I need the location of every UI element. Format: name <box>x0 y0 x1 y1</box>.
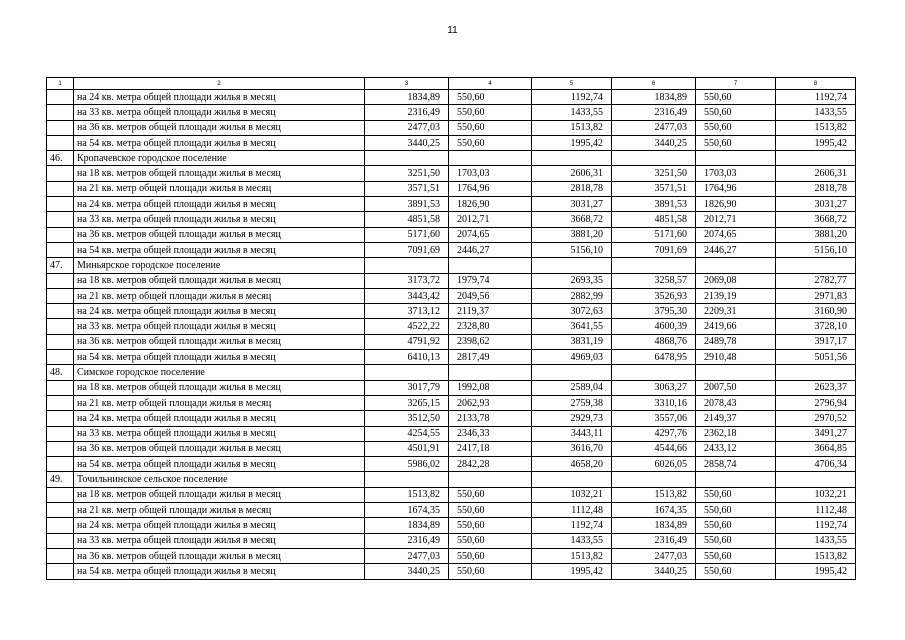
row-label: на 18 кв. метров общей площади жилья в месяц <box>74 487 365 502</box>
section-row <box>47 472 856 487</box>
row-label: на 54 кв. метра общей площади жилья в месяц <box>74 457 365 472</box>
value-cell: 2316,49 <box>365 105 449 120</box>
value-cell: 2074,65 <box>449 227 532 242</box>
row-number <box>47 242 74 257</box>
value-cell: 1826,90 <box>449 197 532 212</box>
value-cell: 1433,55 <box>532 533 612 548</box>
row-number <box>47 197 74 212</box>
value-cell: 3571,51 <box>365 181 449 196</box>
row-label: на 36 кв. метров общей площади жилья в месяц <box>74 227 365 242</box>
value-cell: 550,60 <box>449 564 532 579</box>
value-cell: 2012,71 <box>696 212 776 227</box>
value-cell: 5171,60 <box>365 227 449 242</box>
table-row <box>47 273 856 288</box>
value-cell: 1433,55 <box>532 105 612 120</box>
value-cell: 3265,15 <box>365 395 449 410</box>
row-number <box>47 334 74 349</box>
row-number: 48. <box>47 365 74 380</box>
value-cell: 2858,74 <box>696 457 776 472</box>
row-number <box>47 120 74 135</box>
value-cell: 3526,93 <box>612 288 696 303</box>
value-cell: 5051,56 <box>776 350 856 365</box>
value-cell: 3557,06 <box>612 411 696 426</box>
row-number: 49. <box>47 472 74 487</box>
value-cell: 6026,05 <box>612 457 696 472</box>
settlement-name: Симское городское поселение <box>74 365 365 380</box>
value-cell: 1764,96 <box>696 181 776 196</box>
value-cell: 1513,82 <box>365 487 449 502</box>
value-cell: 3668,72 <box>532 212 612 227</box>
value-cell: 3881,20 <box>532 227 612 242</box>
value-cell: 1433,55 <box>776 105 856 120</box>
value-cell: 1112,48 <box>532 503 612 518</box>
column-number: 1 <box>47 78 74 90</box>
value-cell: 2346,33 <box>449 426 532 441</box>
value-cell <box>365 472 449 487</box>
row-label: на 21 кв. метр общей площади жилья в месяц <box>74 181 365 196</box>
value-cell: 3440,25 <box>612 564 696 579</box>
column-number: 2 <box>74 78 365 90</box>
row-label: на 54 кв. метра общей площади жилья в месяц <box>74 350 365 365</box>
row-number <box>47 518 74 533</box>
value-cell: 1826,90 <box>696 197 776 212</box>
row-label: на 18 кв. метров общей площади жилья в месяц <box>74 273 365 288</box>
value-cell <box>365 365 449 380</box>
value-cell: 2398,62 <box>449 334 532 349</box>
value-cell: 3443,11 <box>532 426 612 441</box>
value-cell: 2316,49 <box>365 533 449 548</box>
table-row <box>47 395 856 410</box>
value-cell: 3881,20 <box>776 227 856 242</box>
value-cell: 3063,27 <box>612 380 696 395</box>
value-cell: 4600,39 <box>612 319 696 334</box>
value-cell: 550,60 <box>696 533 776 548</box>
value-cell: 2882,99 <box>532 288 612 303</box>
value-cell <box>532 472 612 487</box>
value-cell: 3571,51 <box>612 181 696 196</box>
value-cell: 2316,49 <box>612 533 696 548</box>
value-cell: 4969,03 <box>532 350 612 365</box>
value-cell: 7091,69 <box>612 242 696 257</box>
value-cell: 2477,03 <box>365 120 449 135</box>
value-cell: 2971,83 <box>776 288 856 303</box>
value-cell: 1995,42 <box>532 564 612 579</box>
value-cell: 3891,53 <box>612 197 696 212</box>
value-cell: 3251,50 <box>365 166 449 181</box>
value-cell <box>612 258 696 273</box>
value-cell: 2433,12 <box>696 441 776 456</box>
row-number <box>47 503 74 518</box>
row-label: на 24 кв. метра общей площади жилья в месяц <box>74 518 365 533</box>
value-cell <box>776 151 856 166</box>
row-label: на 54 кв. метра общей площади жилья в месяц <box>74 135 365 150</box>
settlement-name: Точильнинское сельское поселение <box>74 472 365 487</box>
page-number: 11 <box>447 25 458 36</box>
value-cell: 1992,08 <box>449 380 532 395</box>
value-cell: 2119,37 <box>449 304 532 319</box>
value-cell: 2606,31 <box>776 166 856 181</box>
column-number: 7 <box>696 78 776 90</box>
value-cell: 3031,27 <box>532 197 612 212</box>
value-cell: 2209,31 <box>696 304 776 319</box>
row-label: на 33 кв. метра общей площади жилья в месяц <box>74 105 365 120</box>
row-number <box>47 288 74 303</box>
value-cell: 3258,57 <box>612 273 696 288</box>
value-cell: 2910,48 <box>696 350 776 365</box>
value-cell: 2842,28 <box>449 457 532 472</box>
value-cell: 1703,03 <box>696 166 776 181</box>
row-number: 47. <box>47 258 74 273</box>
value-cell: 3664,85 <box>776 441 856 456</box>
value-cell: 550,60 <box>449 518 532 533</box>
value-cell: 1032,21 <box>532 487 612 502</box>
value-cell: 2069,08 <box>696 273 776 288</box>
value-cell: 550,60 <box>449 533 532 548</box>
value-cell: 5156,10 <box>532 242 612 257</box>
value-cell: 3443,42 <box>365 288 449 303</box>
table-row <box>47 212 856 227</box>
value-cell: 1513,82 <box>612 487 696 502</box>
value-cell <box>696 472 776 487</box>
value-cell: 1764,96 <box>449 181 532 196</box>
value-cell: 4297,76 <box>612 426 696 441</box>
value-cell: 7091,69 <box>365 242 449 257</box>
row-number <box>47 166 74 181</box>
value-cell: 550,60 <box>696 548 776 563</box>
value-cell: 2139,19 <box>696 288 776 303</box>
table-row <box>47 411 856 426</box>
value-cell: 550,60 <box>449 503 532 518</box>
value-cell <box>449 365 532 380</box>
row-label: на 24 кв. метра общей площади жилья в месяц <box>74 304 365 319</box>
table-row <box>47 105 856 120</box>
value-cell: 2007,50 <box>696 380 776 395</box>
value-cell: 3491,27 <box>776 426 856 441</box>
value-cell: 1834,89 <box>365 518 449 533</box>
value-cell: 2012,71 <box>449 212 532 227</box>
value-cell: 4851,58 <box>365 212 449 227</box>
value-cell: 4706,34 <box>776 457 856 472</box>
row-number <box>47 411 74 426</box>
value-cell: 550,60 <box>449 487 532 502</box>
section-row <box>47 258 856 273</box>
row-label: на 33 кв. метра общей площади жилья в месяц <box>74 212 365 227</box>
table-row <box>47 533 856 548</box>
value-cell: 550,60 <box>449 135 532 150</box>
value-cell: 1513,82 <box>532 120 612 135</box>
value-cell: 1979,74 <box>449 273 532 288</box>
table-row <box>47 503 856 518</box>
row-label: на 18 кв. метров общей площади жилья в месяц <box>74 166 365 181</box>
value-cell: 2446,27 <box>449 242 532 257</box>
table-row <box>47 334 856 349</box>
value-cell: 550,60 <box>696 135 776 150</box>
value-cell: 550,60 <box>696 503 776 518</box>
value-cell: 3728,10 <box>776 319 856 334</box>
value-cell: 2049,56 <box>449 288 532 303</box>
row-label: на 24 кв. метра общей площади жилья в месяц <box>74 197 365 212</box>
value-cell: 1192,74 <box>532 518 612 533</box>
table-row <box>47 487 856 502</box>
row-number <box>47 273 74 288</box>
settlement-name: Миньярское городское поселение <box>74 258 365 273</box>
value-cell: 3251,50 <box>612 166 696 181</box>
value-cell: 2796,94 <box>776 395 856 410</box>
value-cell: 550,60 <box>449 105 532 120</box>
value-cell: 2362,18 <box>696 426 776 441</box>
value-cell: 1834,89 <box>365 90 449 105</box>
value-cell: 1433,55 <box>776 533 856 548</box>
row-label: на 36 кв. метров общей площади жилья в месяц <box>74 548 365 563</box>
row-label: на 24 кв. метра общей площади жилья в месяц <box>74 411 365 426</box>
value-cell: 2818,78 <box>776 181 856 196</box>
value-cell: 3616,70 <box>532 441 612 456</box>
value-cell: 2328,80 <box>449 319 532 334</box>
value-cell: 550,60 <box>696 120 776 135</box>
section-row <box>47 365 856 380</box>
row-number <box>47 564 74 579</box>
value-cell: 550,60 <box>696 518 776 533</box>
row-number <box>47 548 74 563</box>
value-cell: 2133,78 <box>449 411 532 426</box>
column-number: 5 <box>532 78 612 90</box>
value-cell: 2623,37 <box>776 380 856 395</box>
row-label: на 21 кв. метр общей площади жилья в месяц <box>74 395 365 410</box>
value-cell: 550,60 <box>696 105 776 120</box>
row-number <box>47 227 74 242</box>
table-row <box>47 457 856 472</box>
column-number: 8 <box>776 78 856 90</box>
value-cell: 3713,12 <box>365 304 449 319</box>
tariff-table <box>46 77 856 580</box>
value-cell: 3160,90 <box>776 304 856 319</box>
value-cell <box>612 365 696 380</box>
value-cell: 1674,35 <box>612 503 696 518</box>
value-cell: 3440,25 <box>365 564 449 579</box>
value-cell: 1192,74 <box>532 90 612 105</box>
value-cell: 1513,82 <box>776 120 856 135</box>
value-cell: 2606,31 <box>532 166 612 181</box>
value-cell: 3072,63 <box>532 304 612 319</box>
row-number <box>47 135 74 150</box>
value-cell: 2477,03 <box>365 548 449 563</box>
row-number <box>47 533 74 548</box>
value-cell <box>532 365 612 380</box>
row-label: на 33 кв. метра общей площади жилья в месяц <box>74 426 365 441</box>
value-cell: 1995,42 <box>776 564 856 579</box>
value-cell <box>365 258 449 273</box>
value-cell: 1674,35 <box>365 503 449 518</box>
row-number <box>47 350 74 365</box>
value-cell: 3440,25 <box>365 135 449 150</box>
value-cell <box>776 472 856 487</box>
table-row <box>47 319 856 334</box>
row-number <box>47 395 74 410</box>
row-number: 46. <box>47 151 74 166</box>
table-row <box>47 564 856 579</box>
row-label: на 33 кв. метра общей площади жилья в месяц <box>74 319 365 334</box>
value-cell: 1032,21 <box>776 487 856 502</box>
value-cell: 1995,42 <box>532 135 612 150</box>
value-cell: 3668,72 <box>776 212 856 227</box>
value-cell: 2149,37 <box>696 411 776 426</box>
value-cell <box>532 258 612 273</box>
row-number <box>47 304 74 319</box>
value-cell <box>449 151 532 166</box>
row-number <box>47 105 74 120</box>
row-number <box>47 457 74 472</box>
value-cell: 2693,35 <box>532 273 612 288</box>
row-label: на 54 кв. метра общей площади жилья в месяц <box>74 564 365 579</box>
value-cell <box>449 472 532 487</box>
value-cell: 4254,55 <box>365 426 449 441</box>
value-cell <box>776 365 856 380</box>
row-label: на 36 кв. метров общей площади жилья в месяц <box>74 334 365 349</box>
value-cell: 3891,53 <box>365 197 449 212</box>
value-cell: 1513,82 <box>776 548 856 563</box>
table-row <box>47 380 856 395</box>
table-row <box>47 166 856 181</box>
row-number <box>47 487 74 502</box>
value-cell: 3173,72 <box>365 273 449 288</box>
value-cell <box>696 365 776 380</box>
value-cell: 3017,79 <box>365 380 449 395</box>
table-row <box>47 135 856 150</box>
value-cell <box>696 151 776 166</box>
value-cell <box>532 151 612 166</box>
value-cell: 6410,13 <box>365 350 449 365</box>
value-cell: 1192,74 <box>776 518 856 533</box>
value-cell: 5986,02 <box>365 457 449 472</box>
value-cell: 5171,60 <box>612 227 696 242</box>
value-cell: 2477,03 <box>612 548 696 563</box>
table-row <box>47 242 856 257</box>
value-cell: 2417,18 <box>449 441 532 456</box>
value-cell: 3440,25 <box>612 135 696 150</box>
value-cell: 1513,82 <box>532 548 612 563</box>
value-cell: 2818,78 <box>532 181 612 196</box>
value-cell: 2316,49 <box>612 105 696 120</box>
row-number <box>47 426 74 441</box>
value-cell: 1112,48 <box>776 503 856 518</box>
value-cell: 1192,74 <box>776 90 856 105</box>
table-row <box>47 426 856 441</box>
row-label: на 36 кв. метров общей площади жилья в месяц <box>74 441 365 456</box>
table-row <box>47 350 856 365</box>
value-cell: 5156,10 <box>776 242 856 257</box>
value-cell: 2419,66 <box>696 319 776 334</box>
value-cell: 550,60 <box>696 487 776 502</box>
value-cell: 3795,30 <box>612 304 696 319</box>
table-row <box>47 90 856 105</box>
value-cell: 2477,03 <box>612 120 696 135</box>
value-cell: 1834,89 <box>612 90 696 105</box>
table-row <box>47 197 856 212</box>
value-cell: 2929,73 <box>532 411 612 426</box>
value-cell: 2078,43 <box>696 395 776 410</box>
value-cell: 4658,20 <box>532 457 612 472</box>
table-row <box>47 518 856 533</box>
value-cell: 2817,49 <box>449 350 532 365</box>
value-cell: 550,60 <box>449 548 532 563</box>
column-number: 4 <box>449 78 532 90</box>
row-number <box>47 181 74 196</box>
table-row <box>47 304 856 319</box>
table-row <box>47 548 856 563</box>
row-label: на 21 кв. метр общей площади жилья в месяц <box>74 288 365 303</box>
value-cell: 550,60 <box>449 90 532 105</box>
value-cell: 3031,27 <box>776 197 856 212</box>
value-cell: 3917,17 <box>776 334 856 349</box>
row-label: на 18 кв. метров общей площади жилья в месяц <box>74 380 365 395</box>
section-row <box>47 151 856 166</box>
row-label: на 21 кв. метр общей площади жилья в месяц <box>74 503 365 518</box>
value-cell: 2589,04 <box>532 380 612 395</box>
table-row <box>47 181 856 196</box>
settlement-name: Кропачевское городское поселение <box>74 151 365 166</box>
value-cell: 550,60 <box>449 120 532 135</box>
value-cell <box>696 258 776 273</box>
value-cell: 4501,91 <box>365 441 449 456</box>
value-cell: 1703,03 <box>449 166 532 181</box>
value-cell <box>365 151 449 166</box>
row-number <box>47 319 74 334</box>
value-cell: 1995,42 <box>776 135 856 150</box>
table-row <box>47 120 856 135</box>
column-number: 3 <box>365 78 449 90</box>
row-label: на 36 кв. метров общей площади жилья в месяц <box>74 120 365 135</box>
value-cell: 2062,93 <box>449 395 532 410</box>
value-cell: 3831,19 <box>532 334 612 349</box>
row-number <box>47 380 74 395</box>
value-cell: 4851,58 <box>612 212 696 227</box>
row-label: на 54 кв. метра общей площади жилья в месяц <box>74 242 365 257</box>
value-cell: 6478,95 <box>612 350 696 365</box>
column-number-row <box>47 78 856 90</box>
value-cell: 2782,77 <box>776 273 856 288</box>
value-cell: 550,60 <box>696 564 776 579</box>
table-row <box>47 288 856 303</box>
value-cell: 2970,52 <box>776 411 856 426</box>
value-cell: 4791,92 <box>365 334 449 349</box>
value-cell: 3641,55 <box>532 319 612 334</box>
row-number <box>47 441 74 456</box>
value-cell: 3512,50 <box>365 411 449 426</box>
value-cell <box>612 151 696 166</box>
row-label: на 24 кв. метра общей площади жилья в месяц <box>74 90 365 105</box>
value-cell: 2074,65 <box>696 227 776 242</box>
row-number <box>47 90 74 105</box>
row-number <box>47 212 74 227</box>
value-cell: 2489,78 <box>696 334 776 349</box>
value-cell: 2759,38 <box>532 395 612 410</box>
value-cell: 550,60 <box>696 90 776 105</box>
value-cell: 4522,22 <box>365 319 449 334</box>
table-row <box>47 227 856 242</box>
value-cell: 4868,76 <box>612 334 696 349</box>
value-cell <box>776 258 856 273</box>
row-label: на 33 кв. метра общей площади жилья в месяц <box>74 533 365 548</box>
table-row <box>47 441 856 456</box>
value-cell: 3310,16 <box>612 395 696 410</box>
value-cell <box>612 472 696 487</box>
value-cell: 1834,89 <box>612 518 696 533</box>
value-cell <box>449 258 532 273</box>
value-cell: 4544,66 <box>612 441 696 456</box>
column-number: 6 <box>612 78 696 90</box>
value-cell: 2446,27 <box>696 242 776 257</box>
